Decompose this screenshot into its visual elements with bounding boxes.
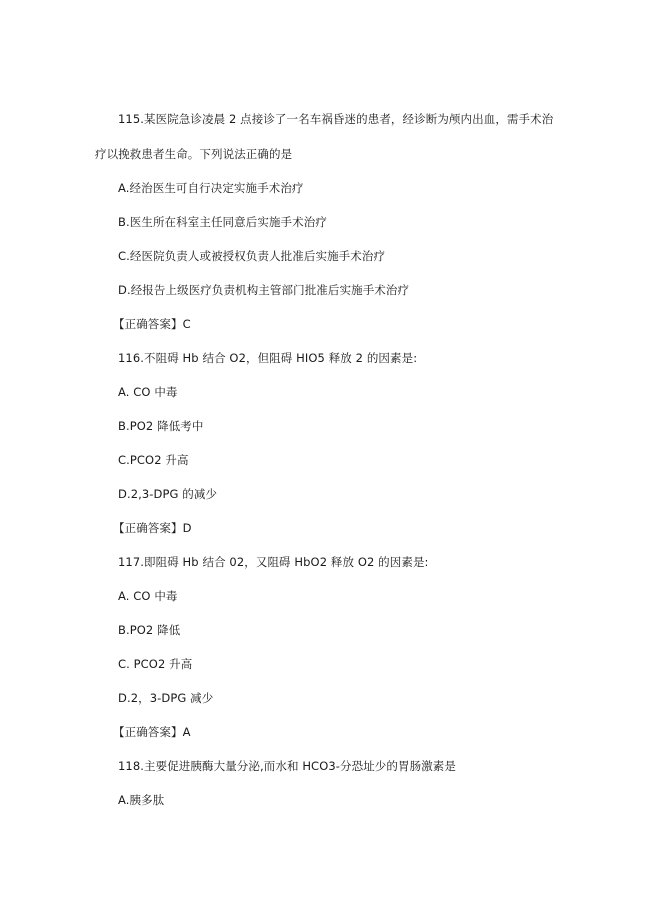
question-116-answer: 【正确答案】D: [113, 521, 192, 535]
question-117-option-d: D.2，3-DPG 减少: [118, 691, 214, 705]
question-115-option-a: A.经治医生可自行决定实施手术治疗: [118, 181, 304, 195]
question-115-stem-line-1: 115.某医院急诊凌晨 2 点接诊了一名车祸昏迷的患者，经诊断为颅内出血，需手术治: [118, 112, 554, 126]
question-116-option-b: B.PO2 降低考中: [118, 419, 204, 433]
question-115-answer: 【正确答案】C: [113, 317, 191, 331]
question-116-option-c: C.PCO2 升高: [118, 453, 189, 467]
question-117-option-a: A. CO 中毒: [118, 589, 178, 603]
question-116-stem: 116.不阻碍 Hb 结合 O2，但阻碍 HIO5 释放 2 的因素是:: [118, 351, 418, 365]
question-116-option-d: D.2,3-DPG 的减少: [118, 487, 218, 501]
question-115-option-c: C.经医院负责人或被授权负责人批准后实施手术治疗: [118, 249, 386, 263]
question-117-option-b: B.PO2 降低: [118, 623, 181, 637]
question-115-option-d: D.经报告上级医疗负责机构主管部门批准后实施手术治疗: [118, 283, 410, 297]
question-115-option-b: B.医生所在科室主任同意后实施手术治疗: [118, 215, 327, 229]
question-115-stem-line-2: 疗以挽救患者生命。下列说法正确的是: [95, 147, 293, 161]
question-116-option-a: A. CO 中毒: [118, 385, 178, 399]
question-117-answer: 【正确答案】A: [113, 725, 191, 739]
question-118-stem: 118.主要促进胰酶大量分泌,而水和 HCO3-分恐址少的胃肠激素是: [118, 759, 457, 773]
question-118-option-a: A.胰多肽: [118, 793, 165, 807]
question-117-stem: 117.即阻碍 Hb 结合 02，又阻碍 HbO2 释放 O2 的因素是:: [118, 555, 429, 569]
question-117-option-c: C. PCO2 升高: [118, 657, 193, 671]
